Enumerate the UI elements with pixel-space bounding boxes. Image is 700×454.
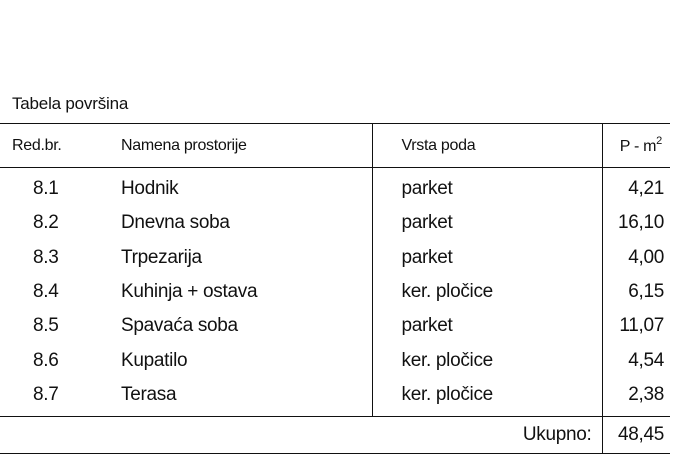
row-floor: ker. pločice — [372, 275, 602, 309]
header-number: Red.br. — [0, 124, 118, 168]
row-purpose: Terasa — [121, 383, 177, 405]
row-area: 4,54 — [602, 343, 670, 377]
total-value: 48,45 — [602, 417, 670, 454]
table-row — [0, 275, 670, 309]
row-number: 8.1 — [33, 178, 59, 200]
header-purpose: Namena prostorije — [118, 124, 372, 168]
table-row — [0, 206, 670, 240]
row-purpose: Trpezarija — [121, 246, 202, 268]
row-floor: ker. pločice — [372, 343, 602, 377]
row-floor: parket — [372, 309, 602, 343]
row-area: 11,07 — [602, 309, 670, 343]
row-area: 2,38 — [602, 378, 670, 417]
row-number: 8.2 — [33, 212, 59, 234]
header-area — [602, 124, 670, 168]
row-area: 4,00 — [602, 241, 670, 275]
header-area-label: P - m — [619, 138, 657, 155]
row-floor: parket — [372, 168, 602, 207]
row-purpose: Hodnik — [121, 178, 179, 200]
row-number: 8.4 — [33, 281, 59, 303]
row-purpose: Spavaća soba — [121, 315, 238, 337]
row-number: 8.5 — [33, 315, 59, 337]
total-label: Ukupno: — [0, 417, 602, 454]
row-number: 8.6 — [33, 349, 59, 371]
row-number: 8.3 — [33, 246, 59, 268]
table-row — [0, 378, 670, 417]
row-purpose: Kupatilo — [121, 349, 188, 371]
row-floor: parket — [372, 206, 602, 240]
row-floor: ker. pločice — [372, 378, 602, 417]
row-area: 4,21 — [602, 168, 670, 207]
table-row — [0, 241, 670, 275]
header-row — [0, 124, 670, 168]
header-floor: Vrsta poda — [372, 124, 602, 168]
table-row — [0, 168, 670, 207]
row-floor: parket — [372, 241, 602, 275]
row-purpose: Dnevna soba — [121, 212, 230, 234]
row-area: 6,15 — [602, 275, 670, 309]
table-caption: Tabela površina — [12, 94, 129, 113]
total-row — [0, 417, 670, 454]
header-area-unit-exponent: 2 — [656, 135, 662, 147]
row-area: 16,10 — [602, 206, 670, 240]
table-row — [0, 343, 670, 377]
row-number: 8.7 — [33, 383, 59, 405]
row-purpose: Kuhinja + ostava — [121, 281, 258, 303]
area-table — [0, 123, 670, 454]
table-row — [0, 309, 670, 343]
